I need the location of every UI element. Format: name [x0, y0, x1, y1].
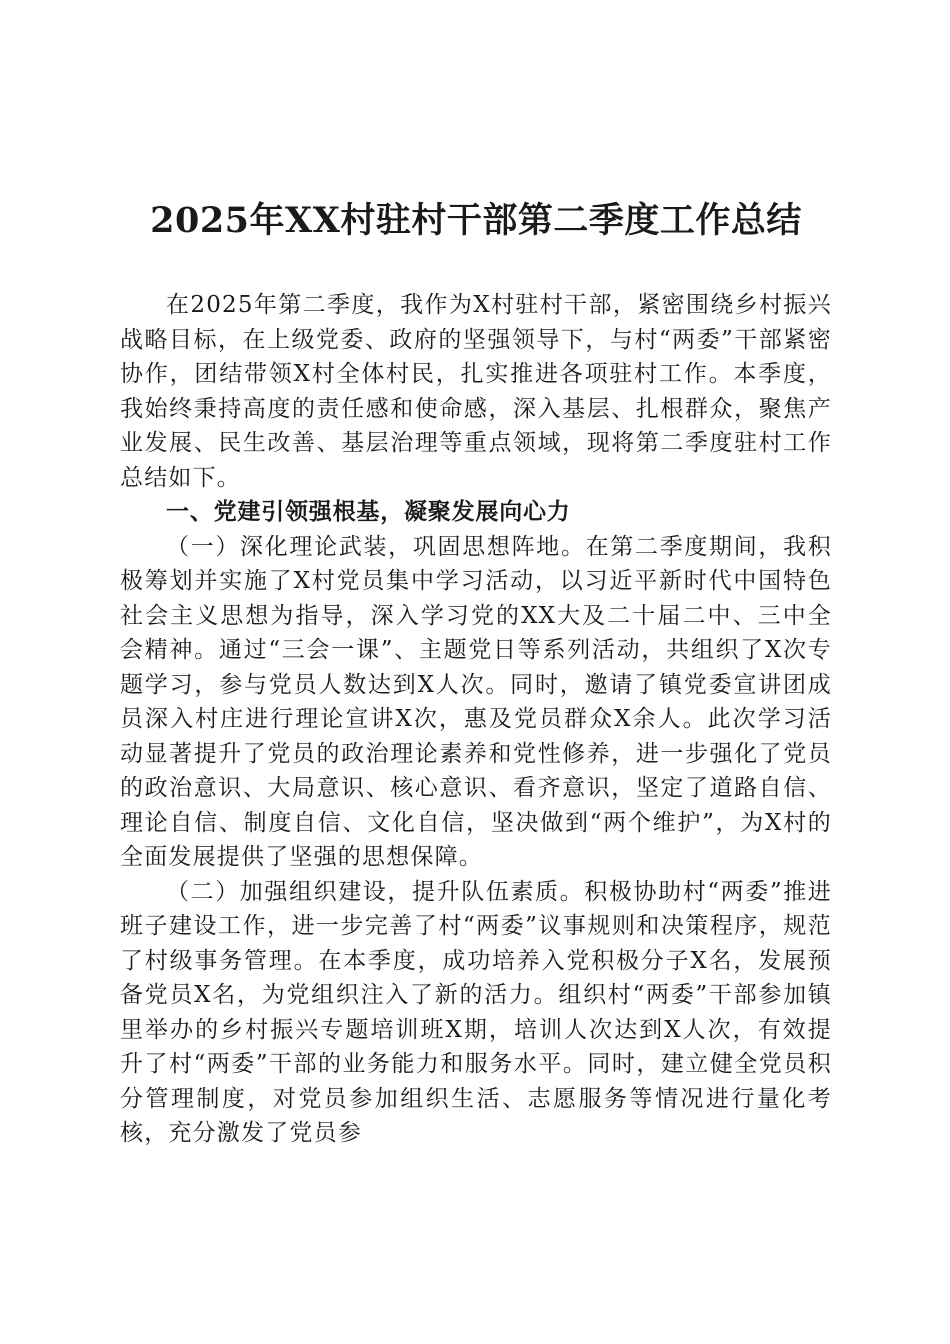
- section-paragraph: [120, 530, 832, 875]
- subsection-text: 积极协助村“两委”推进班子建设工作，进一步完善了村“两委”议事规则和决策程序，规范了村级事务管理。在本季度，成功培养入党积极分子X名，发展预备党员X名，为党组织注入了新的活力。组织村“两委”干部参加镇里举办的乡村振兴专题培训班X期，培训人次达到X人次，有效提升了村“两委”干部的业务能力和服务水平。同时，建立健全党员积分管理制度，对党员参加组织生活、志愿服务等情况进行量化考核，充分激发了党员参: [120, 878, 832, 1146]
- document-title: 2025年XX村驻村干部第二季度工作总结: [150, 200, 802, 241]
- document-body: [120, 288, 832, 1151]
- subsection-text: 在第二季度期间，我积极筹划并实施了X村党员集中学习活动，以习近平新时代中国特色社会主义思想为指导，深入学习党的XX大及二十届二中、三中全会精神。通过“三会一课”、主题党日等系列活动，共组织了X次专题学习，参与党员人数达到X人次。同时，邀请了镇党委宣讲团成员深入村庄进行理论宣讲X次，惠及党员群众X余人。此次学习活动显著提升了党员的政治理论素养和党性修养，进一步强化了党员的政治意识、大局意识、核心意识、看齐意识，坚定了道路自信、理论自信、制度自信、文化自信，坚决做到“两个维护”，为X村的全面发展提供了坚强的思想保障。: [120, 533, 832, 870]
- document-page: [120, 0, 832, 1344]
- subsection-lead: （一）深化理论武装，巩固思想阵地。: [166, 533, 586, 560]
- intro-paragraph: 在2025年第二季度，我作为X村驻村干部，紧密围绕乡村振兴战略目标，在上级党委、政府的坚强领导下，与村“两委”干部紧密协作，团结带领X村全体村民，扎实推进各项驻村工作。本季度，我始终秉持高度的责任感和使命感，深入基层、扎根群众，聚焦产业发展、民生改善、基层治理等重点领域，现将第二季度驻村工作总结如下。: [120, 292, 832, 491]
- section-heading: 一、党建引领强根基，凝聚发展向心力: [166, 499, 571, 525]
- section-paragraph: [120, 875, 832, 1151]
- subsection-lead: （二）加强组织建设，提升队伍素质。: [166, 878, 585, 905]
